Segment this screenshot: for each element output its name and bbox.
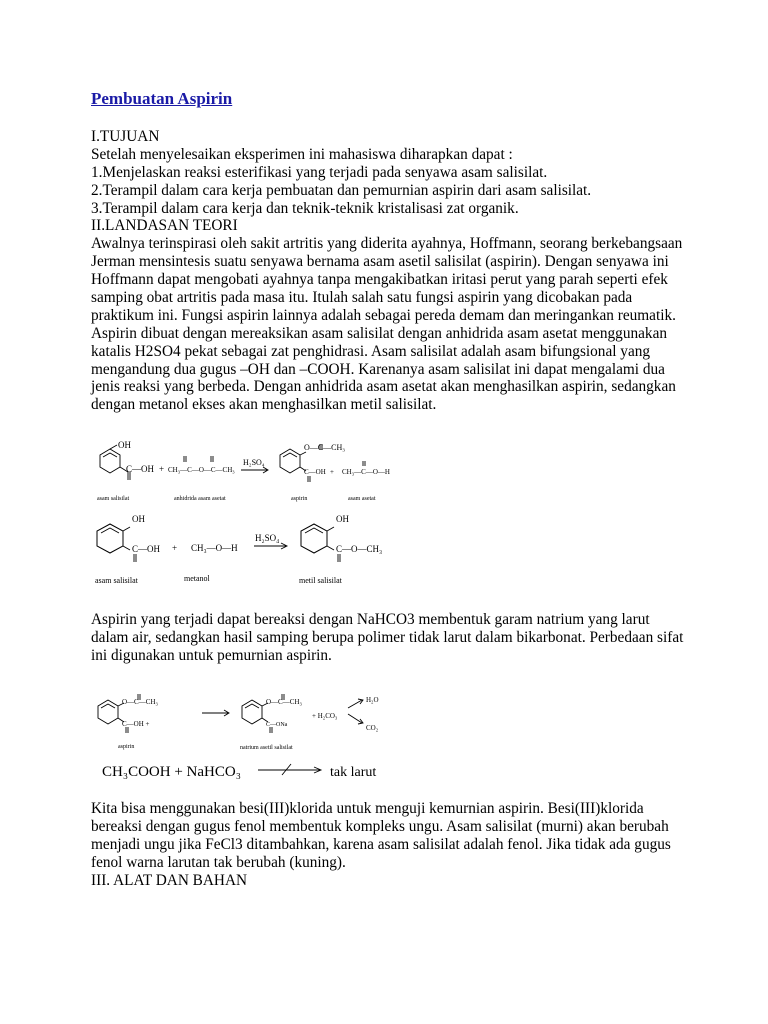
text-line: Kita bisa menggunakan besi(III)klorida untuk menguji kemurnian aspirin. Besi(III)klorida xyxy=(91,800,644,817)
text-line: praktikum ini. Fungsi aspirin lainnya adalah sebagai pereda demam dan meringankan reumatik. xyxy=(91,306,676,324)
ester-group: C—O—CH₃ xyxy=(336,544,383,554)
co2-formula: CO₂ xyxy=(366,724,379,732)
text-line: II.LANDASAN TEORI xyxy=(91,217,238,235)
section-fecl3-test xyxy=(91,800,691,889)
catalyst-label: H₂SO₄ xyxy=(243,458,265,467)
group-cooh: C—OH xyxy=(132,544,161,554)
text-line: I.TUJUAN xyxy=(91,128,160,145)
text-line: 3.Terampil dalam cara kerja dan teknik-teknik kristalisasi zat organik. xyxy=(91,199,519,217)
text-line: Aspirin dibuat dengan mereaksikan asam salisilat dengan anhidrida asam asetat menggunakan xyxy=(91,324,668,342)
label-acetic-acid: asam asetat xyxy=(348,496,376,502)
text-line: bereaksi dengan gugus fenol membentuk kompleks ungu. Asam salisilat (murni) akan berubah xyxy=(91,817,669,835)
text-line: Setelah menyelesaikan eksperimen ini mahasiswa diharapkan dapat : xyxy=(91,145,513,163)
text-line: fenol warna larutan tak berubah (kuning). xyxy=(91,853,346,871)
text-line: Hoffmann dapat mengobati ayahnya tanpa mengakibatkan iritasi perut yang parah seperti efek xyxy=(91,271,668,289)
water-formula: H₂O xyxy=(366,696,379,704)
plus-sign: + xyxy=(330,468,334,476)
insoluble-label: tak larut xyxy=(330,765,377,780)
text-line: Awalnya terinspirasi oleh sakit artritis yang diderita ayahnya, Hoffmann, seorang berkebangsaan xyxy=(91,235,683,253)
label-aspirin: aspirin xyxy=(118,744,135,750)
label-methyl-salicylate: metil salisilat xyxy=(299,576,342,585)
text-line: dalam air, sedangkan hasil samping berupa polimer tidak larut dalam bikarbonat. Perbedaan sifat xyxy=(91,628,684,646)
acetic-acid-formula: CH₃—C—O—H xyxy=(342,468,390,476)
text-line: Aspirin yang terjadi dapat bereaksi dengan NaHCO3 membentuk garam natrium yang larut xyxy=(91,611,650,628)
text-line: Jerman mensintesis suatu senyawa bernama asam asetil salisilat (aspirin). Dengan senyawa ini xyxy=(91,253,669,271)
acetic-anhydride-formula: CH₃—C—O—C—CH₃ xyxy=(168,466,235,474)
label-acetic-anhydride: anhidrida asam asetat xyxy=(174,496,226,502)
catalyst-label: H₂SO₄ xyxy=(255,533,280,543)
reaction-scheme-esterification xyxy=(90,428,390,588)
text-line: katalis H2SO4 pekat sebagai zat penghidrasi. Asam salisilat adalah asam bifungsional yang xyxy=(91,342,651,360)
section-purification xyxy=(91,611,691,665)
section-heading: III. ALAT DAN BAHAN xyxy=(91,871,248,889)
label-sodium-acetylsalicylate: natrium asetil salisilat xyxy=(240,745,293,751)
acetoxy-group: O—C—CH₃ xyxy=(122,698,158,706)
reaction-scheme-bicarbonate xyxy=(90,682,390,782)
text-line: ini digunakan untuk pemurnian aspirin. xyxy=(91,646,332,664)
text-line: 1.Menjelaskan reaksi esterifikasi yang terjadi pada senyawa asam salisilat. xyxy=(91,163,548,181)
group-cooh: C—OH xyxy=(126,464,155,474)
label-aspirin: aspirin xyxy=(291,496,308,502)
text-line: jenis reaksi yang berbeda. Dengan anhidrida asam asetat akan menghasilkan aspirin, sedangkan xyxy=(91,378,676,396)
acetoxy-group: O—C—CH₃ xyxy=(266,698,302,706)
section-tujuan-landasan xyxy=(91,128,691,414)
label-salicylic-acid: asam salisilat xyxy=(97,496,130,502)
plus-sign: + xyxy=(159,464,165,474)
acetic-acid-bicarbonate-equation: CH₃COOH + NaHCO₃ xyxy=(102,764,241,780)
page-title[interactable]: Pembuatan Aspirin xyxy=(91,89,233,108)
text-line: menjadi ungu jika FeCl3 ditambahkan, karena asam salisilat adalah fenol. Jika tidak ada gugus xyxy=(91,835,671,853)
group-oh: OH xyxy=(336,514,349,524)
carboxyl-group: C—OH + xyxy=(122,720,150,728)
carboxylate-group: C—ONa xyxy=(266,722,288,728)
methanol-formula: CH₃—O—H xyxy=(191,543,238,553)
text-line: samping obat artritis pada masa itu. Itulah salah satu fungsi aspirin yang dicobakan pada xyxy=(91,289,633,307)
text-line: dengan metanol ekses akan menghasilkan metil salisilat. xyxy=(91,396,437,414)
label-salicylic-acid: asam salisilat xyxy=(95,576,138,585)
plus-sign: + xyxy=(172,543,178,553)
label-methanol: metanol xyxy=(184,574,210,583)
group-oh: OH xyxy=(118,440,131,450)
text-line: 2.Terampil dalam cara kerja pembuatan dan pemurnian aspirin dari asam salisilat. xyxy=(91,181,592,199)
carbonic-acid-formula: + H₂CO₃ xyxy=(312,712,338,720)
group-oh: OH xyxy=(132,514,145,524)
text-line: mengandung dua gugus –OH dan –COOH. Karenanya asam salisilat ini dapat mengalami dua xyxy=(91,360,665,378)
carboxyl-group: C—OH xyxy=(304,468,326,476)
acetoxy-group: O—C—CH₃ xyxy=(304,443,346,452)
